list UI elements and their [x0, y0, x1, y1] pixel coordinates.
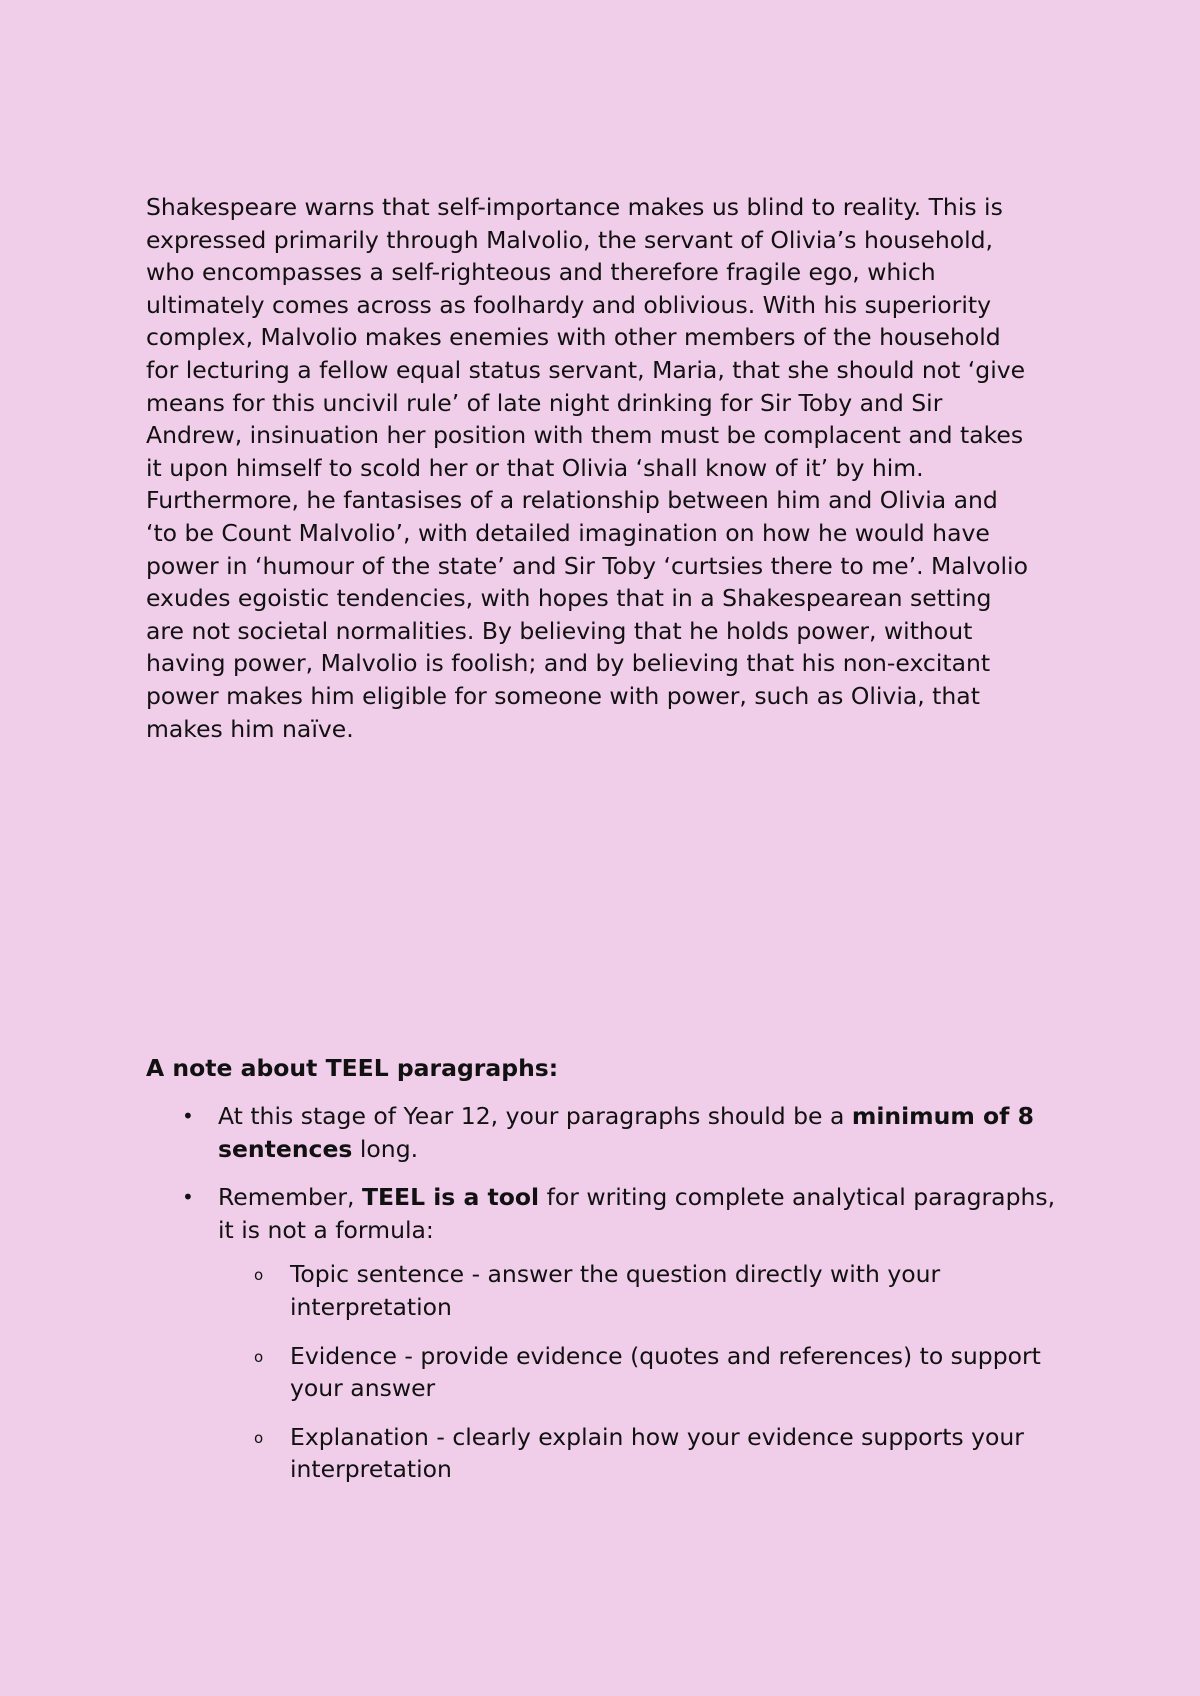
sub-list-item: [218, 1258, 1076, 1323]
teel-sub-list: [218, 1258, 1076, 1486]
bullet-text-after: long.: [352, 1134, 419, 1163]
bullet-text-before: Remember,: [218, 1183, 362, 1212]
hollow-bullet-icon: o: [254, 1266, 264, 1285]
sub-list-item: [218, 1421, 1076, 1486]
sub-list-item: [218, 1340, 1076, 1405]
sub-item-text: Explanation - clearly explain how your evidence supports your interpretation: [290, 1422, 1024, 1484]
bullet-text-after: for writing complete analytical paragraphs, it is not a formula:: [218, 1183, 1056, 1244]
sub-item-text: Evidence - provide evidence (quotes and references) to support your answer: [290, 1341, 1041, 1403]
bullet-text-bold: minimum of 8 sentences: [218, 1102, 1034, 1163]
bullet-icon: •: [182, 1185, 194, 1210]
note-heading: A note about TEEL paragraphs:: [146, 1054, 559, 1082]
teel-bullet-list: [146, 1100, 1076, 1502]
list-item: [146, 1181, 1076, 1486]
bullet-text-before: At this stage of Year 12, your paragraphs should be a: [218, 1102, 852, 1130]
hollow-bullet-icon: o: [254, 1428, 264, 1447]
bullet-text-bold: TEEL is a tool: [361, 1183, 540, 1212]
essay-paragraph: Shakespeare warns that self-importance makes us blind to reality. This is expressed primarily through Malvolio, the servant of Olivia’s household, who encompasses a self-righteous and therefore fragile ego, which ultimately comes across as foolhardy and oblivious. With his superiority complex, Malvolio makes enemies with other members of the household for lecturing a fellow equal status servant, Maria, that she should not ‘give means for this uncivil rule’ of late night drinking for Sir Toby and Sir Andrew, insinuation her position with them must be complacent and takes it upon himself to scold her or that Olivia ‘shall know of it’ by him. Furthermore, he fantasises of a relationship between him and Olivia and ‘to be Count Malvolio’, with detailed imagination on how he would have power in ‘humour of the state’ and Sir Toby ‘curtsies there to me’. Malvolio exudes egoistic tendencies, with hopes that in a Shakespearean setting are not societal normalities. By believing that he holds power, without having power, Malvolio is foolish; and by believing that his non-excitant power makes him eligible for someone with power, such as Olivia, that makes him naïve.: [146, 193, 1028, 743]
hollow-bullet-icon: o: [254, 1347, 264, 1366]
list-item: [146, 1100, 1076, 1165]
bullet-icon: •: [182, 1104, 194, 1128]
sub-item-text: Topic sentence - answer the question directly with your interpretation: [290, 1260, 941, 1321]
